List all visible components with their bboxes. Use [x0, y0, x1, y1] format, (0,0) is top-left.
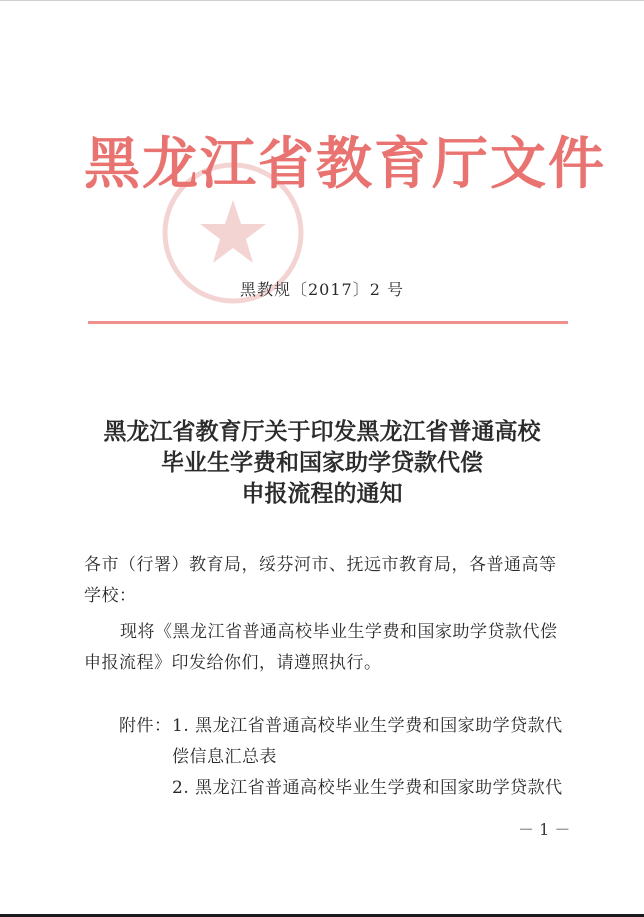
masthead-title: 黑龙江省教育厅文件 [84, 131, 606, 197]
title-line-3: 申报流程的通知 [241, 480, 403, 507]
title-line-1: 黑龙江省教育厅关于印发黑龙江省普通高校 [103, 418, 541, 445]
attachment-2-line-1: 2. 黑龙江省普通高校毕业生学费和国家助学贷款代 [172, 778, 563, 798]
attachment-1-line-2: 偿信息汇总表 [172, 747, 277, 767]
addressee-line-2: 学校： [84, 586, 137, 606]
document-title [60, 416, 584, 509]
paragraph-1-line-1: 现将《黑龙江省普通高校毕业生学费和国家助学贷款代偿 [120, 622, 558, 642]
title-line-2: 毕业生学费和国家助学贷款代偿 [161, 449, 483, 476]
paragraph-1-line-2: 申报流程》印发给你们，请遵照执行。 [84, 653, 382, 673]
document-number: 黑教规〔2017〕2 号 [240, 280, 404, 299]
page-top-edge [0, 0, 644, 1]
red-divider-rule [88, 321, 568, 324]
attachments-label: 附件： [119, 716, 172, 736]
addressee-line-1: 各市（行署）教育局，绥芬河市、抚远市教育局，各普通高等 [84, 555, 557, 575]
attachment-1-line-1: 1. 黑龙江省普通高校毕业生学费和国家助学贷款代 [172, 716, 563, 736]
page-number: － 1 － [518, 820, 571, 839]
